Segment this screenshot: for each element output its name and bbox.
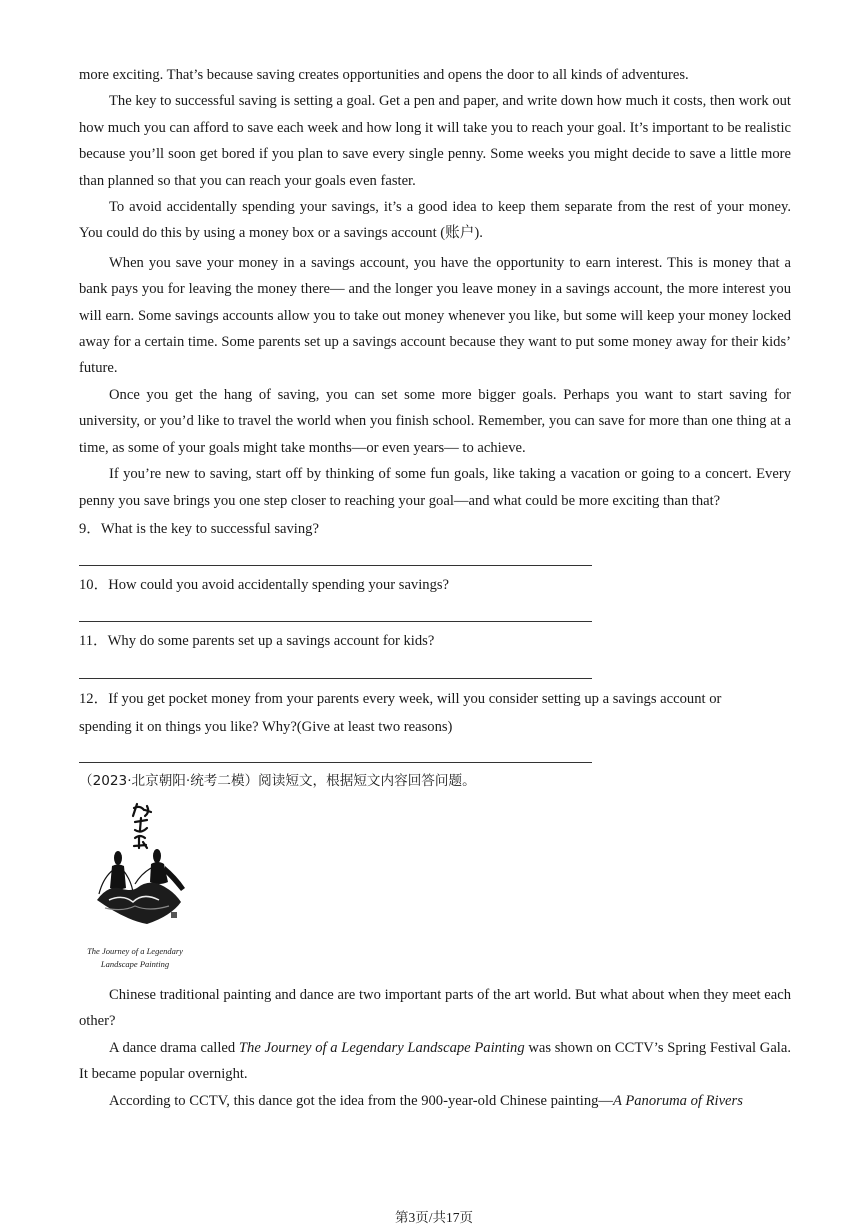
question-text: 10．How could you avoid accidentally spending your savings? bbox=[79, 577, 450, 593]
passage-paragraph: If you’re new to saving, start off by thinking of some fun goals, like taking a vacation or going to a concert. Every penny you save brings you one step closer to reaching your goal—and what could be more exciting than that? bbox=[79, 466, 791, 509]
question-11 bbox=[79, 628, 791, 654]
passage-paragraph: Chinese traditional painting and dance are two important parts of the art world. But what about when they meet each other? bbox=[79, 987, 791, 1030]
reading-passage bbox=[79, 62, 791, 514]
passage-paragraph bbox=[79, 1035, 791, 1088]
work-title: The Journey of a Legendary Landscape Painting bbox=[238, 1039, 525, 1056]
passage-paragraph bbox=[79, 1088, 791, 1114]
question-10 bbox=[79, 572, 791, 598]
caption-line: The Journey of a Legendary bbox=[87, 946, 183, 956]
page-number: 第3页/共17页 bbox=[394, 1210, 473, 1225]
question-text: spending it on things you like? Why?(Give at least two reasons) bbox=[79, 719, 453, 735]
passage-paragraph: The key to successful saving is setting a goal. Get a pen and paper, and write down how much it costs, then work out how much you can afford to save each week and how long it will take you to reach your goal. It’s important to be realistic because you’ll soon get bored if you plan to save every single penny. Some weeks you might decide to save a little more than planned so that you can reach your goals even faster. bbox=[79, 93, 791, 189]
answer-line-11[interactable] bbox=[79, 678, 592, 679]
question-9 bbox=[79, 516, 791, 542]
answer-line-10[interactable] bbox=[79, 621, 592, 622]
question-text: 9．What is the key to successful saving? bbox=[79, 521, 319, 537]
text-span: According to CCTV, this dance got the idea from the 900-year-old Chinese painting— bbox=[109, 1092, 614, 1109]
source-heading: （2023·北京朝阳·统考二模）阅读短文，根据短文内容回答问题。 bbox=[79, 773, 476, 789]
passage-paragraph: When you save your money in a savings account, you have the opportunity to earn interest. This is money that a bank pays you for leaving the money there— and the longer you leave money in a savings account, the more interest you will earn. Some savings accounts allow you to take out money whenever you like, but some will keep your money locked away for a certain time. Some parents set up a savings account because they want to put some money away for their kids’ future. bbox=[79, 254, 791, 377]
text-span: A dance drama called bbox=[109, 1039, 239, 1056]
caption-line: Landscape Painting bbox=[100, 959, 170, 969]
figure-caption bbox=[79, 945, 191, 971]
passage-paragraph: more exciting. That’s because saving creates opportunities and opens the door to all kinds of adventures. bbox=[79, 67, 689, 83]
figure bbox=[79, 800, 191, 980]
question-12 bbox=[79, 685, 791, 741]
passage-paragraph: To avoid accidentally spending your savings, it’s a good idea to keep them separate from the rest of your money. You could do this by using a money box or a savings account (账户). bbox=[79, 199, 791, 242]
question-text: 11．Why do some parents set up a savings account for kids? bbox=[79, 633, 435, 649]
passage-paragraph: Once you get the hang of saving, you can set some more bigger goals. Perhaps you want to start saving for university, or you’d like to travel the world when you finish school. Remember, you can save for more than one thing at a time, as some of your goals might take months—or even years— to achieve. bbox=[79, 386, 791, 456]
work-title: A Panoruma of Rivers bbox=[613, 1092, 743, 1109]
dance-painting-illustration-icon bbox=[79, 800, 191, 940]
question-text: 12．If you get pocket money from your parents every week, will you consider setting up a savings account or bbox=[79, 691, 722, 707]
reading-passage-2 bbox=[79, 982, 791, 1114]
answer-line-9[interactable] bbox=[79, 565, 592, 566]
text-span: was shown on CCTV’s Spring Festival Gala. It became popular overnight. bbox=[79, 1039, 791, 1083]
answer-line-12[interactable] bbox=[79, 762, 592, 763]
